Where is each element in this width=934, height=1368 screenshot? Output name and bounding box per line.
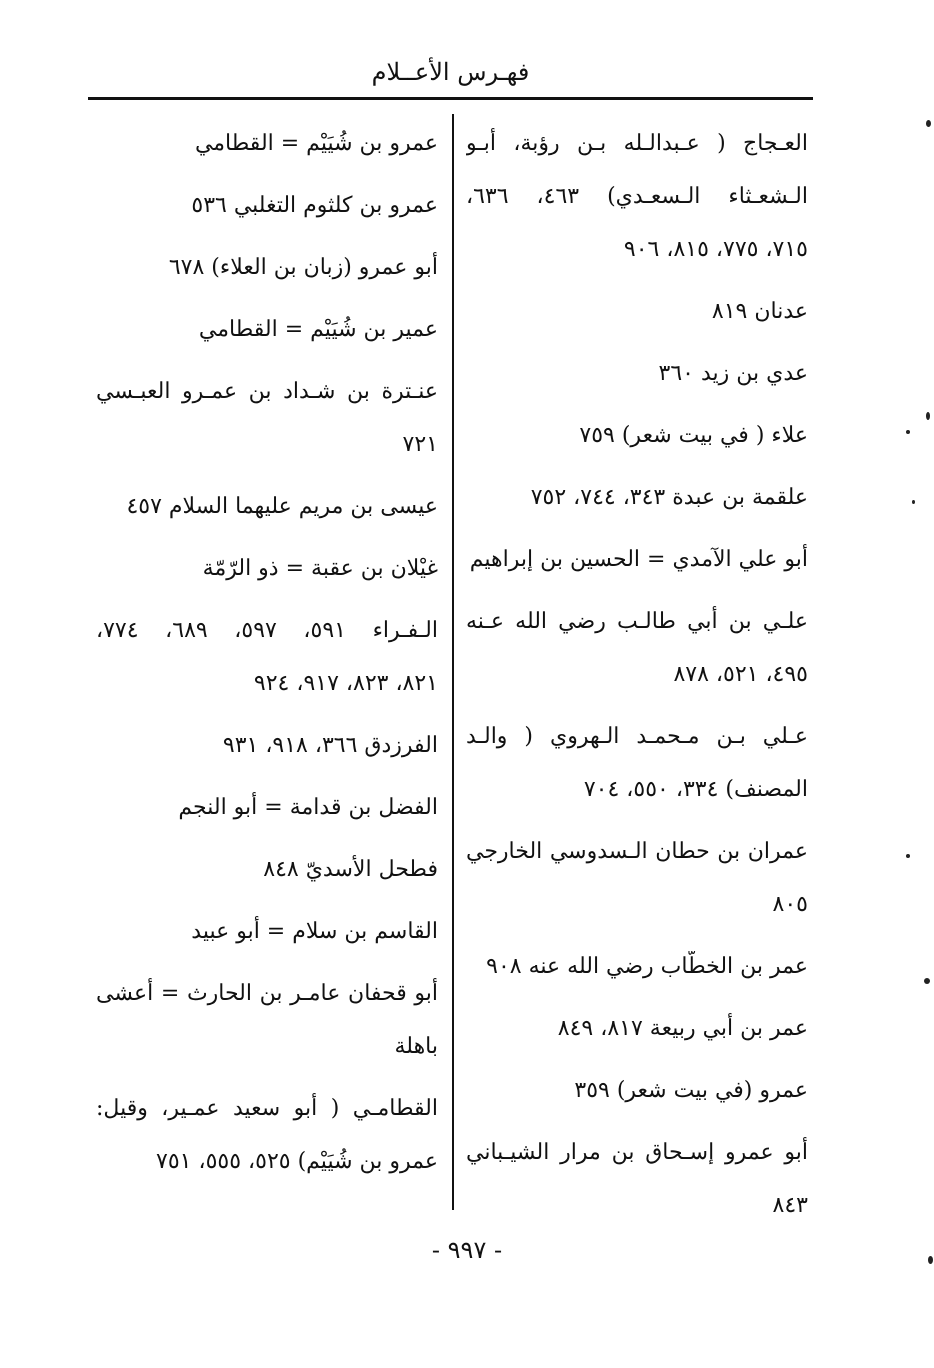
index-entry (466, 1075, 808, 1106)
entry-line: علـي بن أبي طالـب رضي الله عـنه (466, 609, 808, 634)
entry-line: باهلة (394, 1034, 438, 1059)
entry-line: عـلي بـن مـحمـد الـهروي ( والـد (466, 724, 808, 749)
page-title: فهـرس الأعــلام (371, 58, 530, 86)
entry-line: الفرزدق ٣٦٦، ٩١٨، ٩٣١ (222, 733, 438, 758)
entry-line: غيْلان بن عقبة = ذو الرّمّة (202, 556, 438, 581)
entry-line: العـجاج ( عـبدالـله بـن رؤبة، أبـو (466, 131, 808, 156)
entry-line: الـشعـثاء الـسعـدي) ٤٦٣، ٦٣٦، (466, 184, 808, 209)
index-entry (96, 978, 438, 1062)
entry-line: علاء ( في بيت شعر) ٧٥٩ (579, 423, 808, 448)
entry-line: أبو عمرو (زبان بن العلاء) ٦٧٨ (168, 255, 438, 280)
scan-speck (906, 854, 910, 858)
index-column-right (466, 114, 808, 1221)
entry-line: ٨٠٥ (772, 892, 808, 917)
entry-line: علقمة بن عبدة ٣٤٣، ٧٤٤، ٧٥٢ (530, 485, 808, 510)
entry-line: ٧١٥، ٧٧٥، ٨١٥، ٩٠٦ (623, 237, 808, 262)
index-entry (96, 553, 438, 584)
entry-line: عمران بن حطان الـسدوسي الخارجي (466, 839, 808, 864)
index-entry (96, 376, 438, 460)
page-number: - ٩٩٧ - (431, 1236, 503, 1264)
entry-line: عيسى بن مريم عليهما السلام ٤٥٧ (126, 494, 438, 519)
entry-line: عمرو بن كلثوم التغلبي ٥٣٦ (191, 193, 438, 218)
scan-speck (926, 120, 931, 127)
entry-line: ٧٢١ (402, 432, 438, 457)
index-entry (466, 721, 808, 805)
scan-speck (912, 500, 915, 504)
index-entry (466, 836, 808, 920)
entry-line: الفضل بن قدامة = أبو النجم (178, 795, 438, 820)
index-entry (466, 1137, 808, 1221)
entry-line: فطحل الأسديّ ٨٤٨ (263, 857, 438, 882)
entry-line: عمرو بن شُيَيْم = القطامي (194, 131, 438, 156)
entry-line: عمر بن أبي ربيعة ٨١٧، ٨٤٩ (557, 1016, 808, 1041)
entry-line: المصنف) ٣٣٤، ٥٥٠، ٧٠٤ (583, 777, 808, 802)
index-entry (466, 1013, 808, 1044)
index-entry (466, 951, 808, 982)
index-entry (96, 1093, 438, 1177)
entry-line: عمر بن الخطّاب رضي الله عنه ٩٠٨ (486, 954, 808, 979)
entry-line: ٨٢١، ٨٢٣، ٩١٧، ٩٢٤ (253, 671, 438, 696)
index-entry (466, 482, 808, 513)
index-entry (466, 358, 808, 389)
entry-line: أبو علي الآمدي = الحسين بن إبراهيم (469, 547, 808, 572)
index-entry (466, 420, 808, 451)
index-entry (96, 128, 438, 159)
index-column-left (96, 114, 438, 1177)
column-divider (452, 114, 454, 1210)
index-entry (96, 792, 438, 823)
entry-line: القاسم بن سلام = أبو عبيد (191, 919, 438, 944)
index-entry (96, 854, 438, 885)
entry-line: عمير بن شُيَيْم = القطامي (198, 317, 438, 342)
header-rule (88, 97, 813, 100)
entry-line: أبو عمرو إسـحاق بن مرار الشيـباني (466, 1140, 808, 1165)
index-entry (466, 606, 808, 690)
entry-line: أبو قحفان عامـر بن الحارث = أعشى (96, 981, 438, 1006)
entry-line: عنـترة بن شـداد بن عمـرو العبـسي (96, 379, 438, 404)
scan-speck (926, 412, 930, 420)
entry-line: ٤٩٥، ٥٢١، ٨٧٨ (673, 662, 808, 687)
entry-line: ٨٤٣ (772, 1193, 808, 1218)
scan-speck (906, 430, 910, 434)
entry-line: القطامـي ( أبو سعيد عمـير، وقيل: (96, 1096, 438, 1121)
entry-line: عدي بن زيد ٣٦٠ (658, 361, 808, 386)
entry-line: عمرو بن شُيَيْم) ٥٢٥، ٥٥٥، ٧٥١ (156, 1149, 438, 1174)
scan-speck (924, 978, 930, 984)
entry-line: عدنان ٨١٩ (711, 299, 808, 324)
index-entry (96, 314, 438, 345)
index-entry (96, 730, 438, 761)
index-entry (96, 916, 438, 947)
index-entry (96, 615, 438, 699)
index-entry (96, 190, 438, 221)
index-entry (96, 252, 438, 283)
entry-line: عمرو (في بيت شعر) ٣٥٩ (574, 1078, 808, 1103)
scan-speck (928, 1256, 933, 1264)
index-entry (466, 544, 808, 575)
index-entry (96, 491, 438, 522)
entry-line: الـفـراء ٥٩١، ٥٩٧، ٦٨٩، ٧٧٤، (96, 618, 438, 643)
index-entry (466, 296, 808, 327)
index-entry (466, 128, 808, 265)
